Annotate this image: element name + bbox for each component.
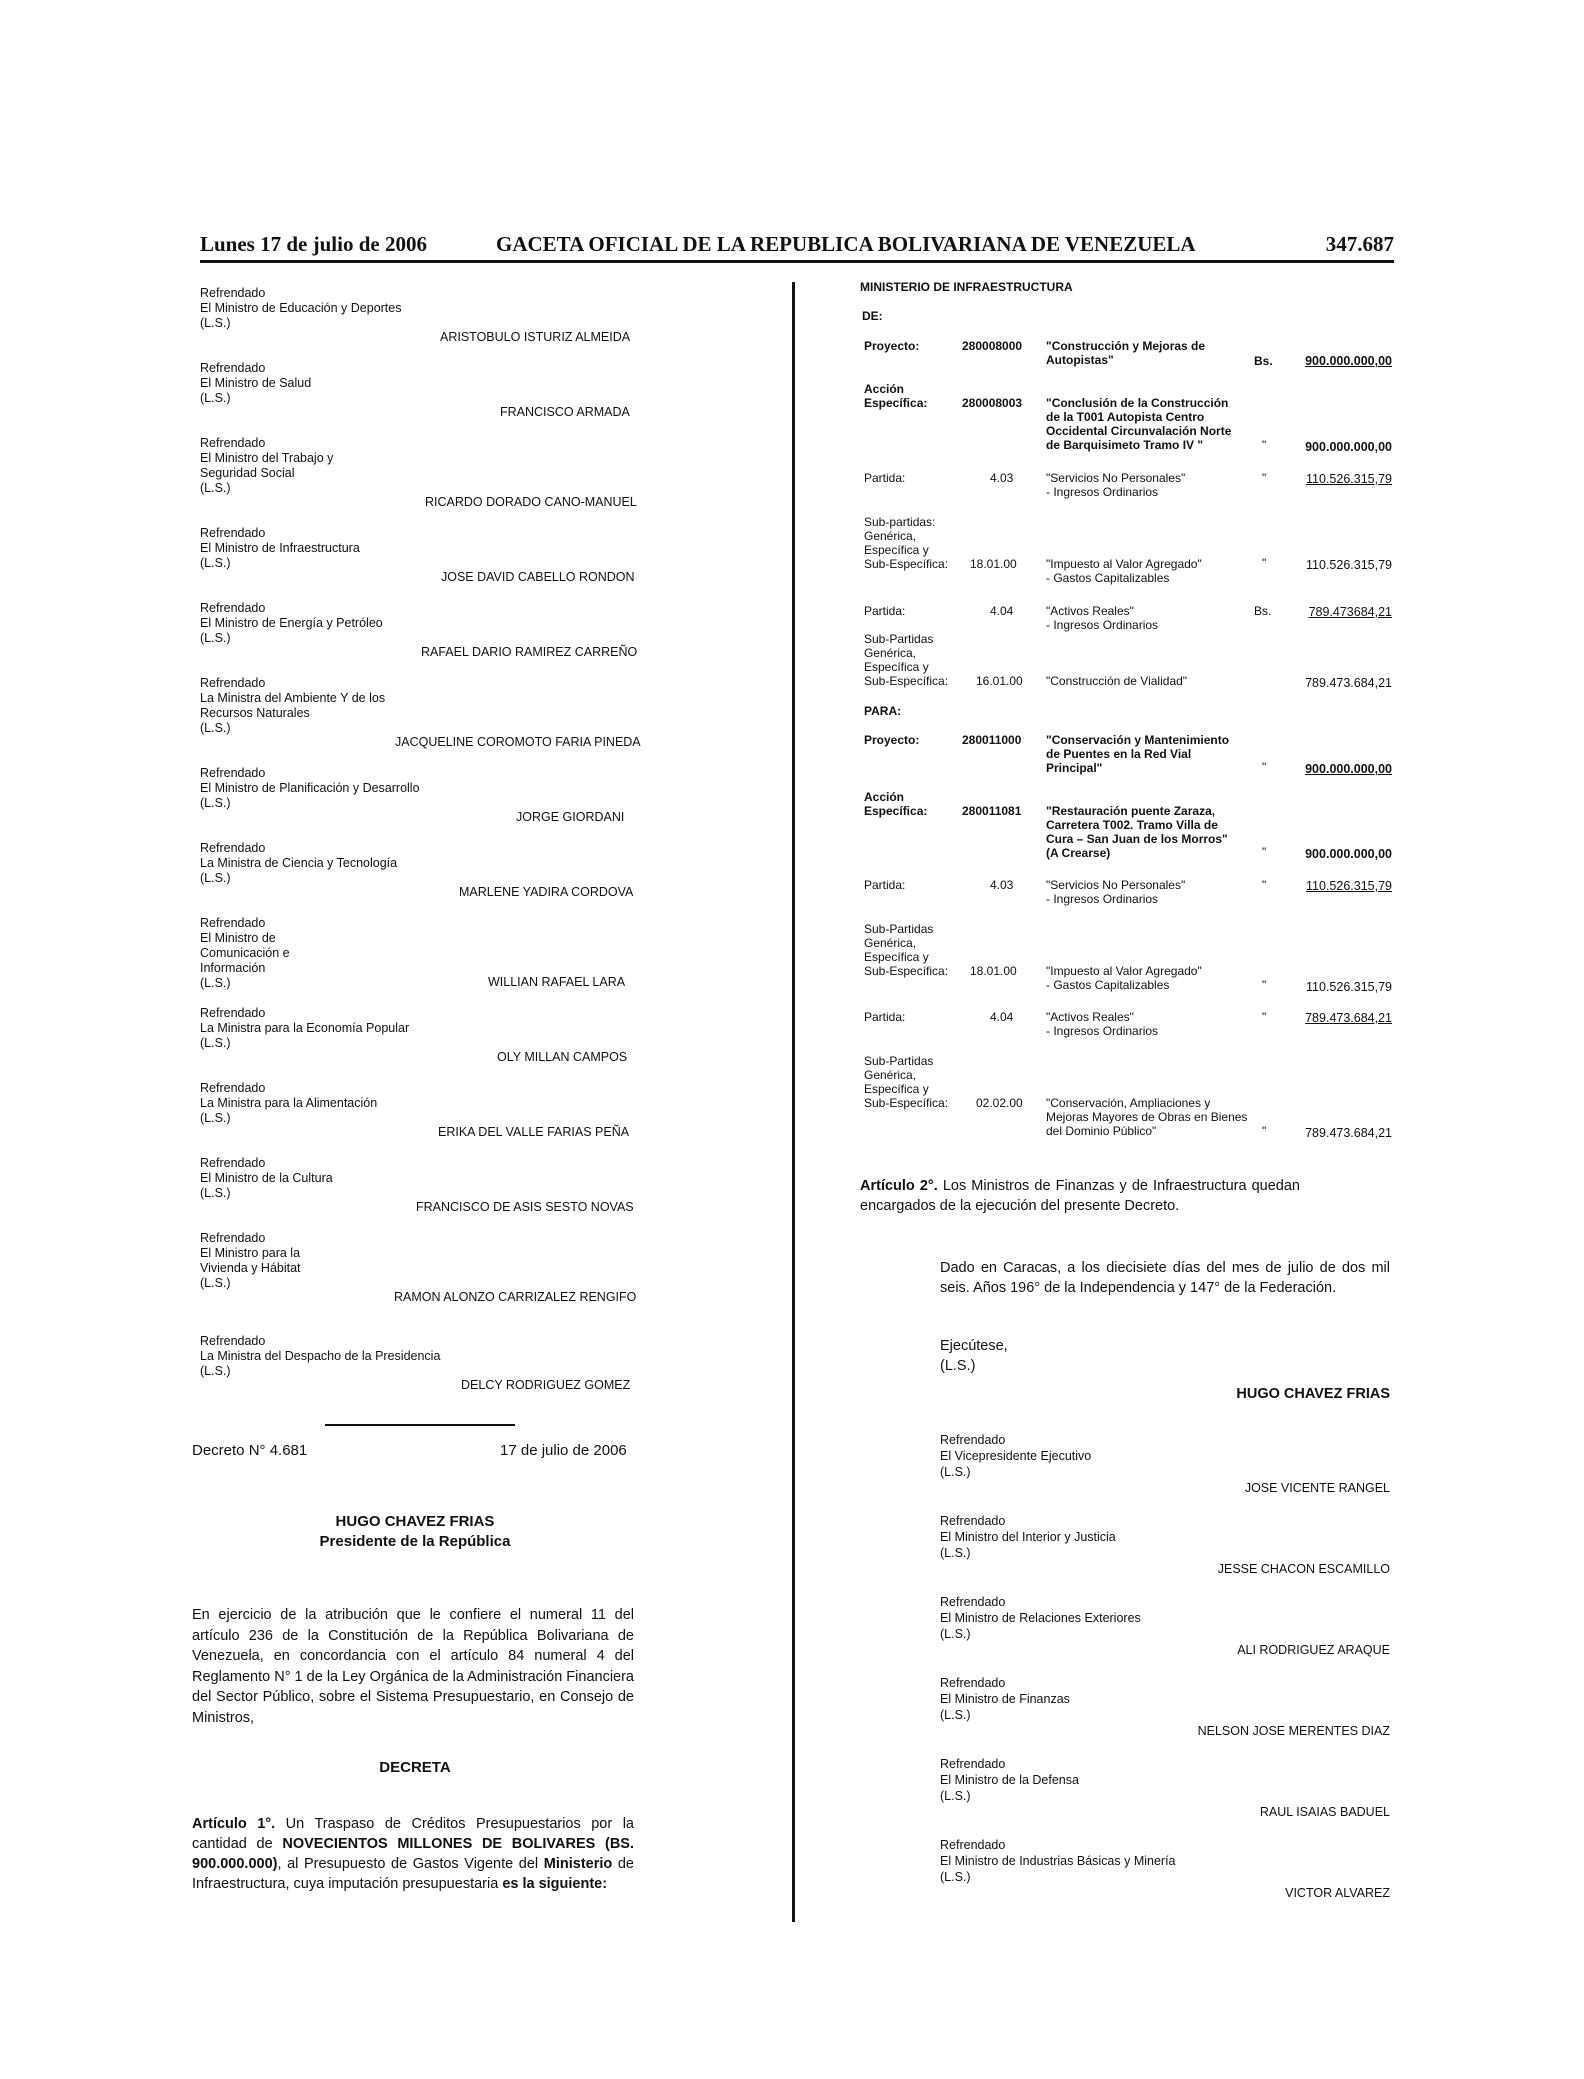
right-signature-ls: (L.S.) xyxy=(940,1789,971,1803)
de-partida2-label: Partida: xyxy=(864,604,906,618)
para-accion-label-2: Específica: xyxy=(864,804,928,818)
de-proyecto-amount: 900.000.000,00 xyxy=(1305,354,1392,368)
signature-ls: (L.S.) xyxy=(200,391,231,405)
signature-ls: (L.S.) xyxy=(200,796,231,810)
para-proyecto-amount: 900.000.000,00 xyxy=(1305,762,1392,776)
de-accion-desc-4: de Barquisimeto Tramo IV " xyxy=(1046,438,1204,452)
signature-refrendado: Refrendado xyxy=(200,361,266,375)
signature-block xyxy=(200,1156,634,1214)
right-signature-name: ALI RODRIGUEZ ARAQUE xyxy=(1237,1643,1390,1657)
para-sub2-desc-3: del Dominio Público" xyxy=(1046,1124,1157,1138)
de-sub2-desc: "Construcción de Vialidad" xyxy=(1046,674,1188,688)
para-proyecto-desc-3: Principal" xyxy=(1046,761,1103,775)
article-1 xyxy=(192,1814,634,1894)
closing-dado: Dado en Caracas, a los diecisiete días del mes de julio de dos mil seis. Años 196° de la Independencia y 147° de la Federación. xyxy=(940,1260,1390,1296)
signature-refrendado: Refrendado xyxy=(200,1156,266,1170)
right-signature-ls: (L.S.) xyxy=(940,1870,971,1884)
right-signature-ls: (L.S.) xyxy=(940,1627,971,1641)
decreta-heading: DECRETA xyxy=(379,1759,451,1776)
article-1-ministerio: Ministerio xyxy=(543,1856,613,1872)
para-accion-amount: 900.000.000,00 xyxy=(1305,847,1392,861)
signature-office: El Ministro de Infraestructura xyxy=(200,541,360,555)
para-sub1-l3: Específica y xyxy=(864,950,929,964)
para-partida2-bullet: " xyxy=(1262,1010,1267,1024)
para-sub1-amount: 110.526.315,79 xyxy=(1306,980,1392,994)
de-sub1-amount: 110.526.315,79 xyxy=(1306,558,1392,572)
para-partida1-amount: 110.526.315,79 xyxy=(1306,879,1392,893)
signature-office: La Ministra del Ambiente Y de los Recursos Naturales xyxy=(200,691,386,720)
signature-block xyxy=(200,1006,630,1064)
signature-refrendado: Refrendado xyxy=(200,676,266,690)
para-sub1-l1: Sub-Partidas xyxy=(864,922,934,936)
para-partida1-label: Partida: xyxy=(864,878,906,892)
para-sub2-l4: Sub-Específica: xyxy=(864,1096,949,1110)
de-sub1-l1: Sub-partidas: xyxy=(864,515,936,529)
closing-president: HUGO CHAVEZ FRIAS xyxy=(1236,1386,1390,1402)
signature-office: El Ministro de Educación y Deportes xyxy=(200,301,402,315)
signature-name: FRANCISCO ARMADA xyxy=(500,405,630,419)
closing-ls: (L.S.) xyxy=(940,1358,976,1374)
right-signature-ls: (L.S.) xyxy=(940,1546,971,1560)
para-sub1-l4: Sub-Específica: xyxy=(864,964,949,978)
right-signature-name: RAUL ISAIAS BADUEL xyxy=(1259,1805,1390,1819)
signature-office: El Ministro de Planificación y Desarrollo xyxy=(200,781,420,795)
signature-ls: (L.S.) xyxy=(200,1364,231,1378)
article-1-text-a: Un Traspaso de Créditos Presupuestarios por la cantidad de xyxy=(192,1816,634,1852)
right-signature-block xyxy=(940,1837,1390,1900)
para-sub1-desc-1: "Impuesto al Valor Agregado" xyxy=(1046,964,1202,978)
para-sub2-desc-1: "Conservación, Ampliaciones y xyxy=(1046,1096,1211,1110)
para-sub2-l3: Específica y xyxy=(864,1082,929,1096)
signature-name: JORGE GIORDANI xyxy=(516,810,625,824)
article-1-text-b: , al Presupuesto de Gastos Vigente del xyxy=(277,1856,539,1872)
de-accion-desc-3: Occidental Circunvalación Norte xyxy=(1046,424,1232,438)
budget-ministry: MINISTERIO DE INFRAESTRUCTURA xyxy=(860,280,1073,294)
signature-block xyxy=(200,1231,637,1304)
right-signature-name: JOSE VICENTE RANGEL xyxy=(1244,1481,1390,1495)
budget-de-label: DE: xyxy=(862,309,883,323)
article-2 xyxy=(860,1176,1300,1216)
de-partida1-bullet: " xyxy=(1262,471,1267,485)
signature-office: El Ministro para la Vivienda y Hábitat xyxy=(200,1246,301,1275)
para-accion-desc-3: Cura – San Juan de los Morros" xyxy=(1046,832,1228,846)
signature-refrendado: Refrendado xyxy=(200,1231,266,1245)
para-accion-code: 280011081 xyxy=(962,804,1022,818)
signature-ls: (L.S.) xyxy=(200,871,231,885)
de-proyecto-desc-1: "Construcción y Mejoras de xyxy=(1046,339,1206,353)
para-sub2-l1: Sub-Partidas xyxy=(864,1054,934,1068)
article-1-label: Artículo 1°. xyxy=(192,1816,276,1832)
right-signature-name: JESSE CHACON ESCAMILLO xyxy=(1217,1562,1390,1576)
right-signature-ref: Refrendado xyxy=(940,1838,1006,1852)
signature-office: El Ministro de Energía y Petróleo xyxy=(200,616,383,630)
de-partida2-desc-1: "Activos Reales" xyxy=(1046,604,1134,618)
para-sub2-bullet: " xyxy=(1262,1124,1267,1138)
para-partida2-desc-1: "Activos Reales" xyxy=(1046,1010,1134,1024)
signature-office: La Ministra para la Economía Popular xyxy=(200,1021,410,1035)
para-partida1-desc-2: - Ingresos Ordinarios xyxy=(1046,892,1159,906)
signature-block xyxy=(200,766,630,824)
de-sub1-l3: Específica y xyxy=(864,543,929,557)
right-signature-office: El Ministro de Industrias Básicas y Minería xyxy=(940,1854,1176,1868)
signature-refrendado: Refrendado xyxy=(200,1081,266,1095)
de-sub2-l3: Específica y xyxy=(864,660,929,674)
de-partida2-amount: 789.473684,21 xyxy=(1308,605,1392,619)
para-sub1-desc-2: - Gastos Capitalizables xyxy=(1046,978,1170,992)
right-signature-ls: (L.S.) xyxy=(940,1708,971,1722)
para-accion-desc-4: (A Crearse) xyxy=(1046,846,1111,860)
para-accion-desc-1: "Restauración puente Zaraza, xyxy=(1046,804,1216,818)
signature-ls: (L.S.) xyxy=(200,1111,231,1125)
decree-preamble: En ejercicio de la atribución que le confiere el numeral 11 del artículo 236 de la Constitución de la República Bolivariana de Venezuela, en concordancia con el artículo 84 numeral 4 del Reglamento N° 1 de la Ley Orgánica de la Administración Financiera del Sector Público, sobre el Sistema Presupuestario, en Consejo de Ministros, xyxy=(192,1607,634,1726)
para-sub2-code: 02.02.00 xyxy=(976,1096,1023,1110)
signature-office: El Ministro de la Cultura xyxy=(200,1171,333,1185)
right-signature-block xyxy=(940,1594,1390,1657)
signature-name: DELCY RODRIGUEZ GOMEZ xyxy=(461,1378,631,1392)
signature-ls: (L.S.) xyxy=(200,316,231,330)
signature-office: El Ministro de Comunicación e Información xyxy=(200,931,290,975)
decree-number: Decreto N° 4.681 xyxy=(192,1442,308,1459)
de-partida1-amount: 110.526.315,79 xyxy=(1306,472,1392,486)
para-partida2-desc-2: - Ingresos Ordinarios xyxy=(1046,1024,1159,1038)
signature-ls: (L.S.) xyxy=(200,1036,231,1050)
signature-block xyxy=(200,1334,631,1392)
para-accion-desc-2: Carretera T002. Tramo Villa de xyxy=(1046,818,1218,832)
column-divider xyxy=(792,282,795,1922)
right-signature-ref: Refrendado xyxy=(940,1676,1006,1690)
header-title: GACETA OFICIAL DE LA REPUBLICA BOLIVARIANA DE VENEZUELA xyxy=(496,232,1196,256)
para-proyecto-bullet: " xyxy=(1262,760,1267,774)
page-header xyxy=(200,232,1394,262)
de-partida1-desc-2: - Ingresos Ordinarios xyxy=(1046,485,1159,499)
header-date: Lunes 17 de julio de 2006 xyxy=(200,232,427,256)
signature-ls: (L.S.) xyxy=(200,556,231,570)
de-sub1-l2: Genérica, xyxy=(864,529,917,543)
de-partida2-code: 4.04 xyxy=(990,604,1014,618)
de-accion-label-2: Específica: xyxy=(864,396,928,410)
signature-ls: (L.S.) xyxy=(200,1186,231,1200)
article-1-text-c: de Infraestructura, cuya imputación presupuestaria xyxy=(192,1856,634,1892)
de-partida1-desc-1: "Servicios No Personales" xyxy=(1046,471,1186,485)
signature-name: ERIKA DEL VALLE FARIAS PEÑA xyxy=(438,1125,630,1139)
signature-ls: (L.S.) xyxy=(200,1276,231,1290)
de-accion-label-1: Acción xyxy=(864,382,905,396)
signature-name: RAFAEL DARIO RAMIREZ CARREÑO xyxy=(421,645,638,659)
budget-para-label: PARA: xyxy=(864,704,902,718)
para-partida1-bullet: " xyxy=(1262,878,1267,892)
signature-ls: (L.S.) xyxy=(200,631,231,645)
de-sub1-l4: Sub-Específica: xyxy=(864,557,949,571)
right-signature-office: El Vicepresidente Ejecutivo xyxy=(940,1449,1092,1463)
signature-name: JOSE DAVID CABELLO RONDON xyxy=(441,570,635,584)
signature-ls: (L.S.) xyxy=(200,976,231,990)
signature-block xyxy=(200,916,630,991)
right-signature-ref: Refrendado xyxy=(940,1757,1006,1771)
para-proyecto-code: 280011000 xyxy=(962,733,1022,747)
decree-date: 17 de julio de 2006 xyxy=(500,1442,627,1459)
signature-block xyxy=(200,601,638,659)
signature-name: RAMON ALONZO CARRIZALEZ RENGIFO xyxy=(394,1290,637,1304)
de-proyecto-code: 280008000 xyxy=(962,339,1023,353)
para-proyecto-desc-1: "Conservación y Mantenimiento xyxy=(1046,733,1230,747)
article-1-amount: NOVECIENTOS MILLONES DE BOLIVARES (BS. 900.000.000) xyxy=(192,1836,635,1872)
de-accion-code: 280008003 xyxy=(962,396,1023,410)
right-signature-office: El Ministro de Finanzas xyxy=(940,1692,1070,1706)
signature-name: FRANCISCO DE ASIS SESTO NOVAS xyxy=(416,1200,634,1214)
signature-refrendado: Refrendado xyxy=(200,766,266,780)
para-sub2-amount: 789.473.684,21 xyxy=(1305,1126,1392,1140)
right-signature-block xyxy=(940,1432,1390,1495)
para-accion-label-1: Acción xyxy=(864,790,905,804)
de-sub1-desc-1: "Impuesto al Valor Agregado" xyxy=(1046,557,1202,571)
de-sub2-l4: Sub-Específica: xyxy=(864,674,949,688)
right-signature-ref: Refrendado xyxy=(940,1514,1006,1528)
de-partida1-label: Partida: xyxy=(864,471,906,485)
signature-block xyxy=(200,526,635,584)
de-sub1-desc-2: - Gastos Capitalizables xyxy=(1046,571,1170,585)
signature-office: La Ministra para la Alimentación xyxy=(200,1096,378,1110)
de-sub2-code: 16.01.00 xyxy=(976,674,1023,688)
right-signature-office: El Ministro de Relaciones Exteriores xyxy=(940,1611,1141,1625)
para-sub2-l2: Genérica, xyxy=(864,1068,917,1082)
signature-block xyxy=(200,676,641,749)
signature-block xyxy=(200,841,634,899)
signature-refrendado: Refrendado xyxy=(200,1334,266,1348)
para-accion-bullet: " xyxy=(1262,845,1267,859)
para-partida2-label: Partida: xyxy=(864,1010,906,1024)
para-partida2-code: 4.04 xyxy=(990,1010,1014,1024)
signature-ls: (L.S.) xyxy=(200,721,231,735)
signature-office: La Ministra de Ciencia y Tecnología xyxy=(200,856,398,870)
signature-office: El Ministro de Salud xyxy=(200,376,312,390)
signature-office: La Ministra del Despacho de la Presidencia xyxy=(200,1349,441,1363)
signature-name: MARLENE YADIRA CORDOVA xyxy=(459,885,634,899)
right-signature-block xyxy=(940,1675,1390,1738)
signature-refrendado: Refrendado xyxy=(200,436,266,450)
para-sub2-desc-2: Mejoras Mayores de Obras en Bienes xyxy=(1046,1110,1248,1124)
para-proyecto-desc-2: de Puentes en la Red Vial xyxy=(1046,747,1192,761)
para-sub1-bullet: " xyxy=(1262,978,1267,992)
signature-refrendado: Refrendado xyxy=(200,601,266,615)
signature-name: ARISTOBULO ISTURIZ ALMEIDA xyxy=(440,330,631,344)
para-partida1-desc-1: "Servicios No Personales" xyxy=(1046,878,1186,892)
header-page-number: 347.687 xyxy=(1325,232,1394,256)
de-sub1-code: 18.01.00 xyxy=(970,557,1017,571)
president-name: HUGO CHAVEZ FRIAS xyxy=(335,1513,495,1530)
section-separator xyxy=(325,1424,515,1426)
right-signature-ref: Refrendado xyxy=(940,1595,1006,1609)
de-proyecto-desc-2: Autopistas" xyxy=(1046,353,1114,367)
de-proyecto-bs: Bs. xyxy=(1254,354,1273,368)
signature-block xyxy=(200,286,631,344)
signature-name: OLY MILLAN CAMPOS xyxy=(497,1050,628,1064)
signature-refrendado: Refrendado xyxy=(200,286,266,300)
right-signature-block xyxy=(940,1513,1390,1576)
signature-block xyxy=(200,1081,630,1139)
signature-office: El Ministro del Trabajo y Seguridad Social xyxy=(200,451,334,480)
right-signature-name: VICTOR ALVAREZ xyxy=(1285,1886,1390,1900)
signature-name: JACQUELINE COROMOTO FARIA PINEDA xyxy=(395,735,641,749)
para-partida1-code: 4.03 xyxy=(990,878,1014,892)
right-signature-ref: Refrendado xyxy=(940,1433,1006,1447)
right-signature-office: El Ministro del Interior y Justicia xyxy=(940,1530,1116,1544)
right-signature-block xyxy=(940,1756,1390,1819)
para-sub1-l2: Genérica, xyxy=(864,936,917,950)
signature-block xyxy=(200,361,630,419)
right-signature-name: NELSON JOSE MERENTES DIAZ xyxy=(1197,1724,1390,1738)
de-sub2-l1: Sub-Partidas xyxy=(864,632,934,646)
de-partida1-code: 4.03 xyxy=(990,471,1014,485)
article-2-label: Artículo 2°. xyxy=(860,1178,938,1194)
right-signature-office: El Ministro de la Defensa xyxy=(940,1773,1079,1787)
de-proyecto-label: Proyecto: xyxy=(864,339,920,353)
de-partida2-desc-2: - Ingresos Ordinarios xyxy=(1046,618,1159,632)
right-signature-ls: (L.S.) xyxy=(940,1465,971,1479)
de-sub2-amount: 789.473.684,21 xyxy=(1305,676,1392,690)
signature-name: RICARDO DORADO CANO-MANUEL xyxy=(425,495,637,509)
article-2-text: Los Ministros de Finanzas y de Infraestructura quedan encargados de la ejecución del presente Decreto. xyxy=(860,1178,1300,1214)
signature-refrendado: Refrendado xyxy=(200,526,266,540)
para-sub1-code: 18.01.00 xyxy=(970,964,1017,978)
article-1-end: es la siguiente: xyxy=(502,1876,608,1892)
de-accion-desc-1: "Conclusión de la Construcción xyxy=(1046,396,1229,410)
signature-block xyxy=(200,436,637,509)
para-proyecto-label: Proyecto: xyxy=(864,733,920,747)
signature-name: WILLIAN RAFAEL LARA xyxy=(488,975,626,989)
de-sub1-bullet: " xyxy=(1262,556,1267,570)
president-title: Presidente de la República xyxy=(319,1533,511,1550)
signature-ls: (L.S.) xyxy=(200,481,231,495)
signature-refrendado: Refrendado xyxy=(200,916,266,930)
signature-refrendado: Refrendado xyxy=(200,1006,266,1020)
de-sub2-l2: Genérica, xyxy=(864,646,917,660)
para-partida2-amount: 789.473.684,21 xyxy=(1305,1011,1392,1025)
de-accion-desc-2: de la T001 Autopista Centro xyxy=(1046,410,1205,424)
de-accion-bullet: " xyxy=(1262,438,1267,452)
signature-refrendado: Refrendado xyxy=(200,841,266,855)
closing-ejecutese: Ejecútese, xyxy=(940,1338,1008,1354)
de-partida2-bs: Bs. xyxy=(1254,604,1272,618)
de-accion-amount: 900.000.000,00 xyxy=(1305,440,1392,454)
header-rule xyxy=(200,260,1394,263)
